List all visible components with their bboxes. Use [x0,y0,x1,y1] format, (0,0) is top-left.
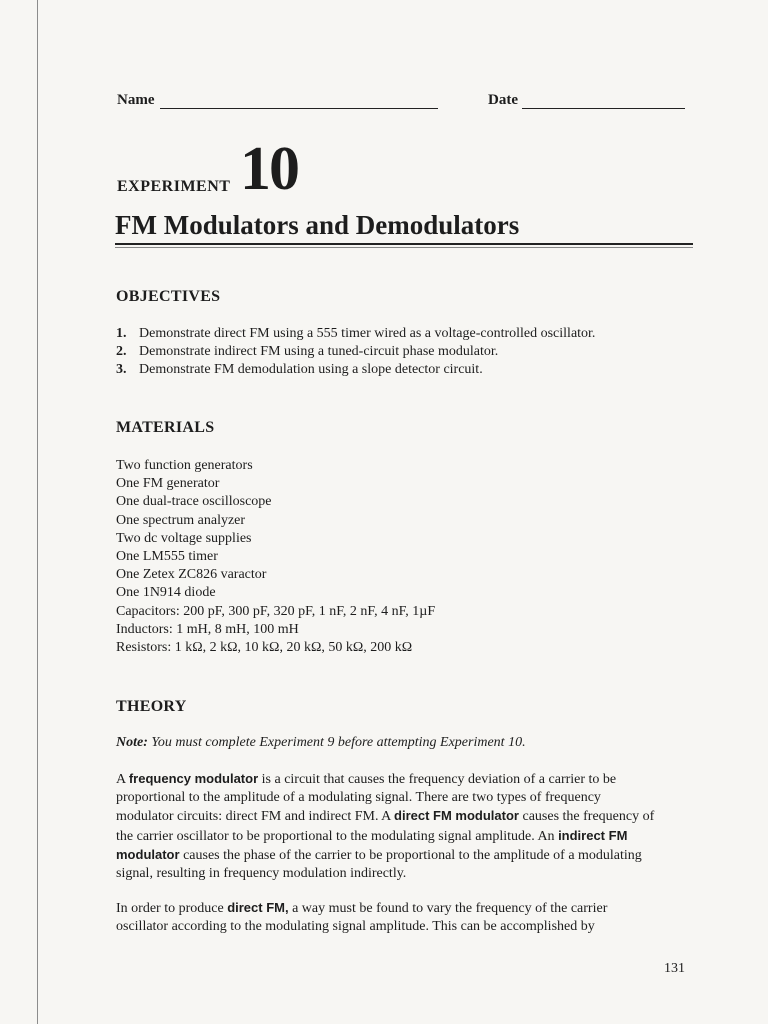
list-item: Two dc voltage supplies [116,530,252,546]
objectives-list [116,325,595,379]
list-item: Capacitors: 200 pF, 300 pF, 320 pF, 1 nF, 2 nF, 4 nF, 1µF [116,603,436,619]
list-item: One FM generator [116,476,220,492]
list-item: Inductors: 1 mH, 8 mH, 100 mH [116,621,299,637]
item-text: Demonstrate indirect FM using a tuned-circuit phase modulator. [139,344,499,359]
date-label: Date [488,92,518,108]
list-item: Resistors: 1 kΩ, 2 kΩ, 10 kΩ, 20 kΩ, 50 kΩ, 200 kΩ [116,640,413,656]
item-number: 2. [116,344,127,359]
list-item: One spectrum analyzer [116,512,246,528]
item-number: 3. [116,362,127,377]
item-text: Demonstrate direct FM using a 555 timer wired as a voltage-controlled oscillator. [139,326,596,341]
date-field-line[interactable] [522,108,685,109]
materials-list [116,457,435,657]
item-number: 1. [116,326,127,341]
paragraph-text: In order to produce [116,901,228,916]
theory-paragraph-1 [116,770,656,883]
term-direct-fm-modulator: direct FM modulator [394,808,519,824]
term-direct-fm: direct FM, [227,900,289,915]
theory-paragraph-2 [116,899,656,936]
paragraph-text: causes the frequency of the carrier oscillator to be proportional to the modulating signal amplitude. An [116,809,655,844]
theory-note [116,735,526,751]
list-item: One 1N914 diode [116,585,216,601]
title-rule [115,243,693,245]
paragraph-text: A [116,772,129,787]
theory-heading: THEORY [116,698,187,715]
list-item: One LM555 timer [116,549,218,565]
paragraph-text: causes the phase of the carrier to be proportional to the amplitude of a modulating signal, resulting in frequency modulation indirectly. [116,847,642,882]
item-text: Demonstrate FM demodulation using a slope detector circuit. [139,362,483,377]
list-item: Two function generators [116,458,253,473]
page-number: 131 [664,961,685,976]
term-frequency-modulator: frequency modulator [128,771,259,786]
list-item: One dual-trace oscilloscope [116,494,272,510]
note-text: You must complete Experiment 9 before attempting Experiment 10. [147,735,526,750]
list-item [116,361,595,379]
term-indirect-fm-modulator: indirect FM modulator [116,827,628,862]
materials-heading: MATERIALS [116,419,215,436]
list-item [116,343,595,361]
experiment-label: EXPERIMENT [117,178,231,195]
list-item: One Zetex ZC826 varactor [116,567,267,583]
list-item [116,325,595,343]
objectives-heading: OBJECTIVES [116,288,221,305]
title-rule-thin [115,247,693,248]
name-label: Name [117,92,155,108]
name-field-line[interactable] [160,108,438,109]
note-label: Note: [116,735,148,750]
experiment-title: FM Modulators and Demodulators [115,210,520,240]
paragraph-text: is a circuit that causes the frequency deviation of a carrier to be proportional to the amplitude of a modulating signal. There are two types of frequency modulator circuits: direct FM and indirect FM. A [116,772,617,825]
experiment-number: 10 [240,135,298,203]
paragraph-text: a way must be found to vary the frequency of the carrier oscillator according to the modulating signal amplitude. This can be accomplished by [116,901,608,935]
